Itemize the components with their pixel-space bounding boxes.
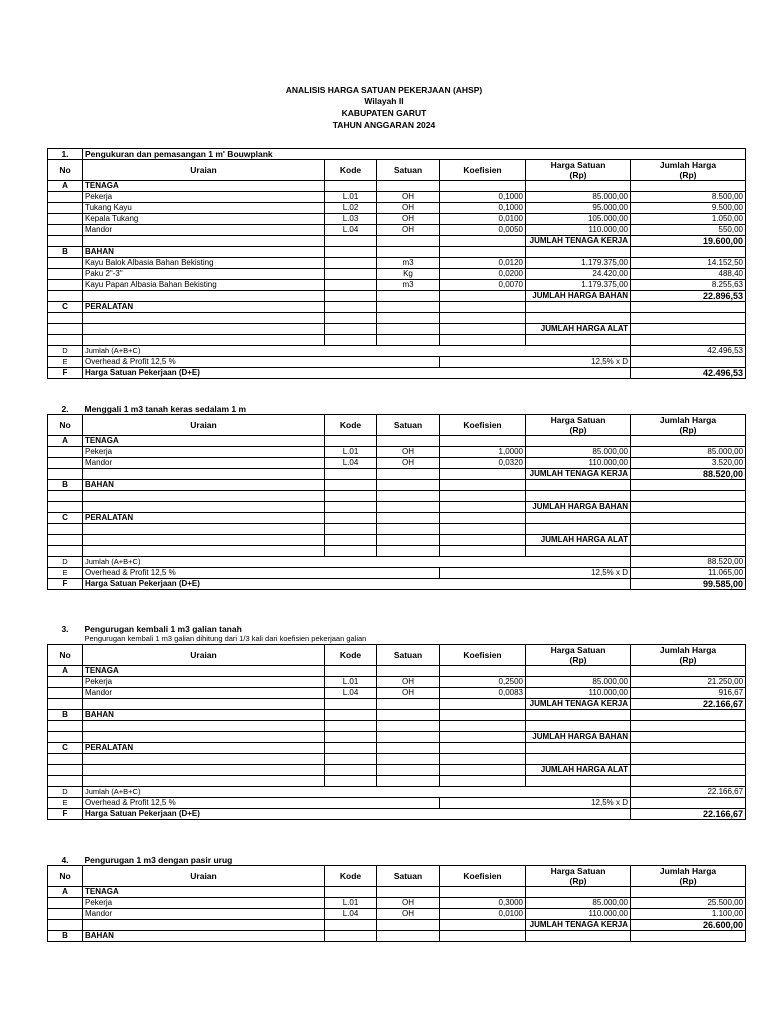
overhead-koef: 12,5% x D <box>440 568 631 579</box>
subtotal-value: 22.166,67 <box>631 699 746 710</box>
doc-regency: KABUPATEN GARUT <box>341 108 427 118</box>
hsp-value: 42.496,53 <box>631 368 746 379</box>
col-no: No <box>48 866 83 887</box>
table-row: Mandor L.04 OH 0,0050 110.000,00 550,00 <box>48 225 746 236</box>
row-label: Harga Satuan Pekerjaan (D+E) <box>83 809 631 820</box>
total-abc: 42.496,53 <box>631 346 746 357</box>
total-abc: 88.520,00 <box>631 557 746 568</box>
col-uraian: Uraian <box>83 415 325 436</box>
group-label: TENAGA <box>83 666 325 677</box>
table-row: Pekerja L.01 OH 0,3000 85.000,00 25.500,00 <box>48 898 746 909</box>
col-uraian: Uraian <box>83 160 325 181</box>
subtotal-label: JUMLAH TENAGA KERJA <box>526 920 631 931</box>
group-label: BAHAN <box>83 247 325 258</box>
table-row: Mandor L.04 OH 0,0100 110.000,00 1.100,00 <box>48 909 746 920</box>
ahsp-section-4 <box>47 855 746 942</box>
section-note: Pengurugan kembali 1 m3 galian dihitung dari 1/3 kali dari koefisien pekerjaan galian <box>84 634 367 643</box>
col-koefisien: Koefisien <box>440 645 526 666</box>
overhead-value <box>631 357 746 368</box>
group-letter: A <box>48 181 83 192</box>
subtotal-value: 26.600,00 <box>631 920 746 931</box>
section-title: Pengukuran dan pemasangan 1 m' Bouwplank <box>83 149 746 160</box>
ahsp-section-2 <box>47 404 746 590</box>
subtotal-value: 22.896,53 <box>631 291 746 302</box>
group-label: BAHAN <box>83 710 325 721</box>
section-title: Pengurugan 1 m3 dengan pasir urug <box>84 855 233 865</box>
col-harga-satuan: Harga Satuan (Rp) <box>526 415 631 436</box>
doc-year: TAHUN ANGGARAN 2024 <box>332 120 436 130</box>
subtotal-label: JUMLAH TENAGA KERJA <box>526 699 631 710</box>
col-koefisien: Koefisien <box>440 160 526 181</box>
hsp-value: 99.585,00 <box>631 579 746 590</box>
col-kode: Kode <box>325 645 377 666</box>
subtotal-value: 88.520,00 <box>631 469 746 480</box>
col-jumlah-harga: Jumlah Harga (Rp) <box>631 415 746 436</box>
row-label: Jumlah (A+B+C) <box>83 346 631 357</box>
group-letter: B <box>48 247 83 258</box>
row-letter: E <box>48 798 83 809</box>
overhead-koef: 12,5% x D <box>440 798 631 809</box>
group-letter: B <box>48 931 83 942</box>
group-label: PERALATAN <box>83 513 325 524</box>
table-row: Tukang Kayu L.02 OH 0,1000 95.000,00 9.500,00 <box>48 203 746 214</box>
row-label: Harga Satuan Pekerjaan (D+E) <box>83 368 631 379</box>
col-satuan: Satuan <box>377 866 440 887</box>
row-letter: E <box>48 357 83 368</box>
col-no: No <box>48 645 83 666</box>
col-satuan: Satuan <box>377 415 440 436</box>
hsp-value: 22.166,67 <box>631 809 746 820</box>
subtotal-label: JUMLAH HARGA BAHAN <box>526 732 631 743</box>
overhead-value: 11.065,00 <box>631 568 746 579</box>
col-jumlah-harga: Jumlah Harga (Rp) <box>631 866 746 887</box>
section-number: 1. <box>48 149 83 160</box>
col-jumlah-harga: Jumlah Harga (Rp) <box>631 645 746 666</box>
row-letter: F <box>48 368 83 379</box>
section-title: Menggali 1 m3 tanah keras sedalam 1 m <box>84 404 247 414</box>
col-satuan: Satuan <box>377 645 440 666</box>
table-row: Kepala Tukang L.03 OH 0,0100 105.000,00 1.050,00 <box>48 214 746 225</box>
row-label: Harga Satuan Pekerjaan (D+E) <box>83 579 631 590</box>
row-letter: D <box>48 557 83 568</box>
group-label: PERALATAN <box>83 743 325 754</box>
col-uraian: Uraian <box>83 645 325 666</box>
row-letter: D <box>48 787 83 798</box>
group-letter: C <box>48 513 83 524</box>
subtotal-value: 19.600,00 <box>631 236 746 247</box>
group-letter: A <box>48 887 83 898</box>
section-number: 3. <box>61 624 69 634</box>
table-row: Pekerja L.01 OH 0,2500 85.000,00 21.250,00 <box>48 677 746 688</box>
group-label: TENAGA <box>83 887 325 898</box>
col-koefisien: Koefisien <box>440 415 526 436</box>
row-letter: E <box>48 568 83 579</box>
table-row: Kayu Papan Albasia Bahan Bekisting m3 0,0070 1.179.375,00 8.255,63 <box>48 280 746 291</box>
group-letter: B <box>48 710 83 721</box>
group-letter: C <box>48 743 83 754</box>
subtotal-label: JUMLAH HARGA BAHAN <box>526 291 631 302</box>
section-number: 4. <box>61 855 69 865</box>
col-jumlah-harga: Jumlah Harga (Rp) <box>631 160 746 181</box>
row-label: Overhead & Profit 12,5 % <box>83 798 440 809</box>
subtotal-label: JUMLAH HARGA ALAT <box>526 535 631 546</box>
subtotal-label: JUMLAH HARGA ALAT <box>526 324 631 335</box>
doc-title: ANALISIS HARGA SATUAN PEKERJAAN (AHSP) <box>285 85 483 95</box>
col-harga-satuan: Harga Satuan (Rp) <box>526 645 631 666</box>
table-row: Paku 2"-3" Kg 0,0200 24.420,00 488,40 <box>48 269 746 280</box>
col-no: No <box>48 415 83 436</box>
section-title: Pengurugan kembali 1 m3 galian tanah <box>84 624 242 634</box>
group-letter: A <box>48 666 83 677</box>
col-no: No <box>48 160 83 181</box>
row-label: Jumlah (A+B+C) <box>83 787 631 798</box>
group-label: BAHAN <box>83 480 325 491</box>
table-row: Pekerja L.01 OH 0,1000 85.000,00 8.500,00 <box>48 192 746 203</box>
row-label: Overhead & Profit 12,5 % <box>83 357 440 368</box>
table-row: Mandor L.04 OH 0,0320 110.000,00 3.520,00 <box>48 458 746 469</box>
doc-region: Wilayah II <box>364 96 404 106</box>
col-satuan: Satuan <box>377 160 440 181</box>
table-row: Pekerja L.01 OH 1,0000 85.000,00 85.000,00 <box>48 447 746 458</box>
overhead-value <box>631 798 746 809</box>
group-label: TENAGA <box>83 436 325 447</box>
subtotal-label: JUMLAH HARGA BAHAN <box>526 502 631 513</box>
group-label: TENAGA <box>83 181 325 192</box>
section-number: 2. <box>61 404 69 414</box>
col-koefisien: Koefisien <box>440 866 526 887</box>
col-uraian: Uraian <box>83 866 325 887</box>
total-abc: 22.166,67 <box>631 787 746 798</box>
group-label: BAHAN <box>83 931 325 942</box>
row-letter: F <box>48 809 83 820</box>
group-label: PERALATAN <box>83 302 325 313</box>
table-row: Mandor L.04 OH 0,0083 110.000,00 916,67 <box>48 688 746 699</box>
overhead-koef: 12,5% x D <box>440 357 631 368</box>
col-harga-satuan: Harga Satuan (Rp) <box>526 866 631 887</box>
subtotal-label: JUMLAH HARGA ALAT <box>526 765 631 776</box>
table-row: Kayu Balok Albasia Bahan Bekisting m3 0,0120 1.179.375,00 14.152,50 <box>48 258 746 269</box>
subtotal-label: JUMLAH TENAGA KERJA <box>526 236 631 247</box>
row-label: Overhead & Profit 12,5 % <box>83 568 440 579</box>
col-kode: Kode <box>325 160 377 181</box>
subtotal-label: JUMLAH TENAGA KERJA <box>526 469 631 480</box>
ahsp-section-1 <box>47 148 746 379</box>
col-kode: Kode <box>325 415 377 436</box>
row-letter: F <box>48 579 83 590</box>
group-letter: A <box>48 436 83 447</box>
group-letter: B <box>48 480 83 491</box>
row-letter: D <box>48 346 83 357</box>
ahsp-section-3 <box>47 624 746 820</box>
col-harga-satuan: Harga Satuan (Rp) <box>526 160 631 181</box>
group-letter: C <box>48 302 83 313</box>
col-kode: Kode <box>325 866 377 887</box>
row-label: Jumlah (A+B+C) <box>83 557 631 568</box>
